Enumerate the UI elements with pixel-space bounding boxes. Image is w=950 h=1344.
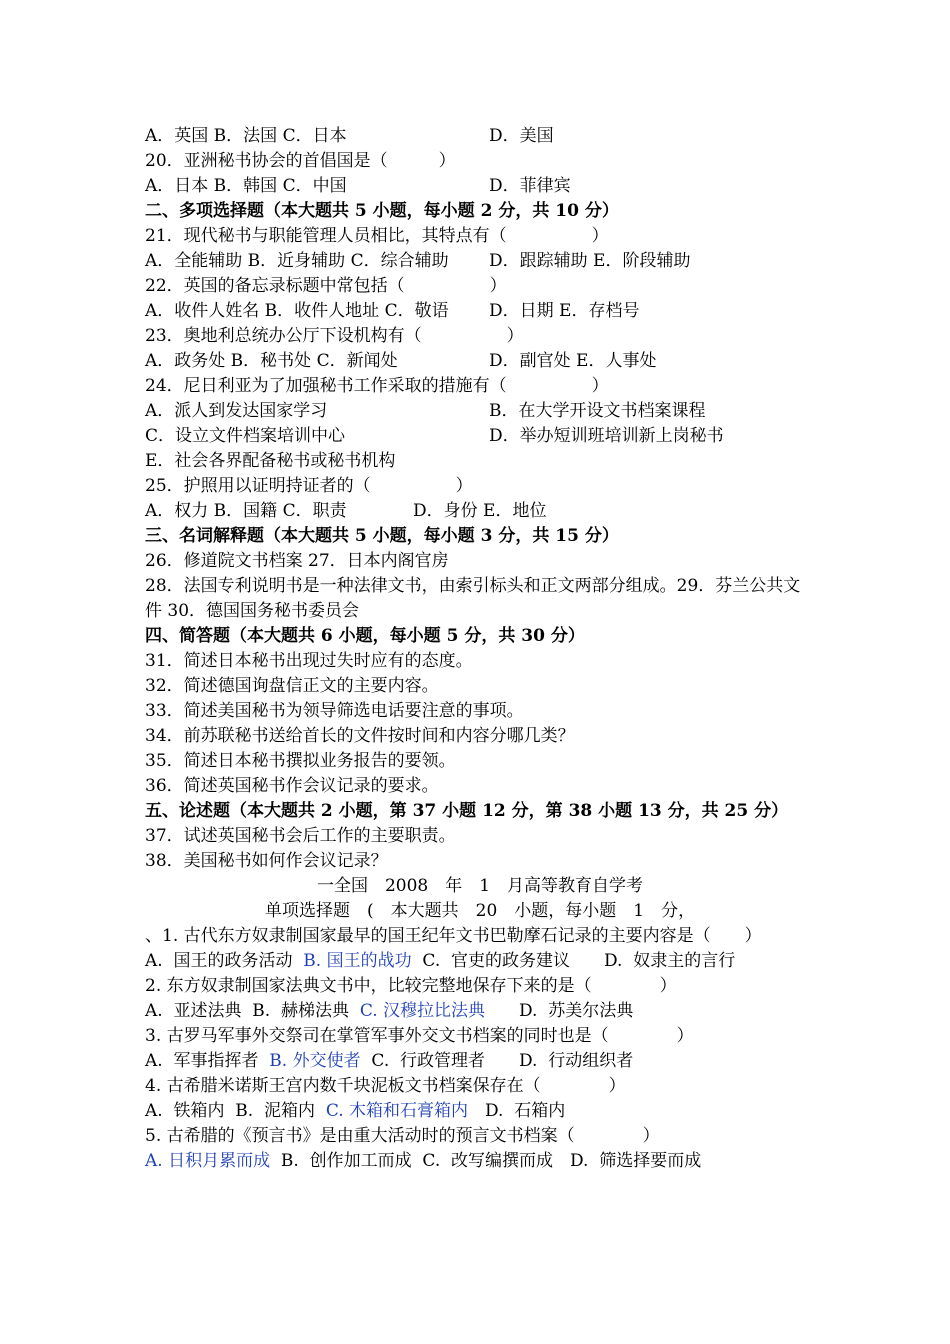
q23-stem: 23．奥地利总统办公厅下设机构有（ ） bbox=[145, 326, 524, 346]
option-text: A．权力 B．国籍 C．职责 bbox=[145, 501, 347, 521]
answer-highlight: C. 木箱和石膏箱内 bbox=[325, 1101, 469, 1121]
q34: 34．前苏联秘书送给首长的文件按时间和内容分哪几类？ bbox=[145, 726, 575, 746]
q5-stem: 5. 古希腊的《预言书》是由重大活动时的预言文书档案（ ） bbox=[145, 1126, 660, 1146]
option-text: A. 军事指挥者 bbox=[145, 1051, 270, 1071]
q35: 35．简述日本秘书撰拟业务报告的要领。 bbox=[145, 751, 456, 771]
section-heading-essay: 五、论述题（本大题共 2 小题，第 37 小题 12 分，第 38 小题 13 分，共 25 分） bbox=[145, 801, 789, 821]
option-text: C. 官吏的政务建议 D. 奴隶主的言行 bbox=[411, 951, 736, 971]
option-text: D．举办短训班培训新上岗秘书 bbox=[489, 426, 724, 446]
q24-options-cd bbox=[145, 424, 815, 449]
option-text: A．政务处 B．秘书处 C．新闻处 bbox=[145, 351, 398, 371]
option-text: B．在大学开设文书档案课程 bbox=[489, 401, 706, 421]
option-text: C．设立文件档案培训中心 bbox=[145, 426, 346, 446]
option-text: A．全能辅助 B．近身辅助 C．综合辅助 bbox=[145, 251, 449, 271]
q20-options bbox=[145, 174, 815, 199]
q1-options bbox=[145, 949, 815, 974]
exam-title: 一全国 2008 年 1 月高等教育自学考 bbox=[316, 876, 644, 896]
option-text: D．美国 bbox=[489, 126, 554, 146]
section-heading-single-choice: 单项选择题 ( 本大题共 20 小题，每小题 1 分， bbox=[265, 901, 696, 921]
option-text: D. 石箱内 bbox=[468, 1101, 566, 1121]
q24-options-e: E．社会各界配备秘书或秘书机构 bbox=[145, 451, 396, 471]
option-text: A．派人到发达国家学习 bbox=[145, 401, 328, 421]
option-text: D. 苏美尔法典 bbox=[485, 1001, 634, 1021]
answer-highlight: A. 日积月累而成 bbox=[145, 1151, 271, 1171]
q22-options bbox=[145, 299, 815, 324]
q4-stem: 4. 古希腊米诺斯王宫内数千块泥板文书档案保存在（ ） bbox=[145, 1076, 626, 1096]
q24-options-ab bbox=[145, 399, 815, 424]
option-text: D．身份 E．地位 bbox=[413, 501, 547, 521]
answer-highlight: B. 外交使者 bbox=[269, 1051, 361, 1071]
q33: 33．简述美国秘书为领导筛选电话要注意的事项。 bbox=[145, 701, 524, 721]
q3-options bbox=[145, 1049, 815, 1074]
option-text: A．英国 B．法国 C．日本 bbox=[145, 126, 347, 146]
q23-options bbox=[145, 349, 815, 374]
q37: 37．试述英国秘书会后工作的主要职责。 bbox=[145, 826, 456, 846]
option-text: A. 铁箱内 B. 泥箱内 bbox=[145, 1101, 326, 1121]
q21-options bbox=[145, 249, 815, 274]
q2-stem: 2. 东方奴隶制国家法典文书中，比较完整地保存下来的是（ ） bbox=[145, 976, 677, 996]
q4-options bbox=[145, 1099, 815, 1124]
option-text: A. 国王的政务活动 bbox=[145, 951, 304, 971]
option-text: C. 行政管理者 D. 行动组织者 bbox=[360, 1051, 634, 1071]
q19-options bbox=[145, 124, 815, 149]
option-text: D．日期 E．存档号 bbox=[489, 301, 640, 321]
q32: 32．简述德国询盘信正文的主要内容。 bbox=[145, 676, 439, 696]
q31: 31．简述日本秘书出现过失时应有的态度。 bbox=[145, 651, 473, 671]
q2-options bbox=[145, 999, 815, 1024]
exam-text bbox=[145, 124, 815, 1174]
section-heading-term-definition: 三、名词解释题（本大题共 5 小题，每小题 3 分，共 15 分） bbox=[145, 526, 619, 546]
option-text: A. 亚述法典 B. 赫梯法典 bbox=[145, 1001, 360, 1021]
option-text: A．日本 B．韩国 C．中国 bbox=[145, 176, 347, 196]
q3-stem: 3. 古罗马军事外交祭司在掌管军事外交文书档案的同时也是（ ） bbox=[145, 1026, 694, 1046]
option-text: D．跟踪辅助 E．阶段辅助 bbox=[489, 251, 691, 271]
q36: 36．简述英国秘书作会议记录的要求。 bbox=[145, 776, 439, 796]
q28-30: 28．法国专利说明书是一种法律文书，由索引标头和正文两部分组成。29．芬兰公共文件 30．德国国务秘书委员会 bbox=[145, 576, 801, 621]
q22-stem: 22．英国的备忘录标题中常包括（ ） bbox=[145, 276, 507, 296]
q38: 38．美国秘书如何作会议记录？ bbox=[145, 851, 388, 871]
section-heading-short-answer: 四、简答题（本大题共 6 小题，每小题 5 分，共 30 分） bbox=[145, 626, 585, 646]
q20-stem: 20．亚洲秘书协会的首倡国是（ ） bbox=[145, 151, 456, 171]
option-text: D．副官处 E．人事处 bbox=[489, 351, 657, 371]
q24-stem: 24．尼日利亚为了加强秘书工作采取的措施有（ ） bbox=[145, 376, 609, 396]
option-text: D．菲律宾 bbox=[489, 176, 571, 196]
section-heading-multi-choice: 二、多项选择题（本大题共 5 小题，每小题 2 分，共 10 分） bbox=[145, 201, 619, 221]
answer-highlight: B. 国王的战功 bbox=[303, 951, 412, 971]
q26-27: 26．修道院文书档案 27．日本内阁官房 bbox=[145, 551, 449, 571]
q1-stem: 、1. 古代东方奴隶制国家最早的国王纪年文书巴勒摩石记录的主要内容是（ ） bbox=[145, 926, 762, 946]
q25-options bbox=[145, 499, 815, 524]
q25-stem: 25．护照用以证明持证者的（ ） bbox=[145, 476, 473, 496]
answer-highlight: C. 汉穆拉比法典 bbox=[359, 1001, 486, 1021]
q21-stem: 21．现代秘书与职能管理人员相比，其特点有（ ） bbox=[145, 226, 609, 246]
q5-options bbox=[145, 1149, 815, 1174]
option-text: A．收件人姓名 B．收件人地址 C．敬语 bbox=[145, 301, 449, 321]
option-text: B. 创作加工而成 C. 改写编撰而成 D. 筛选择要而成 bbox=[270, 1151, 702, 1171]
